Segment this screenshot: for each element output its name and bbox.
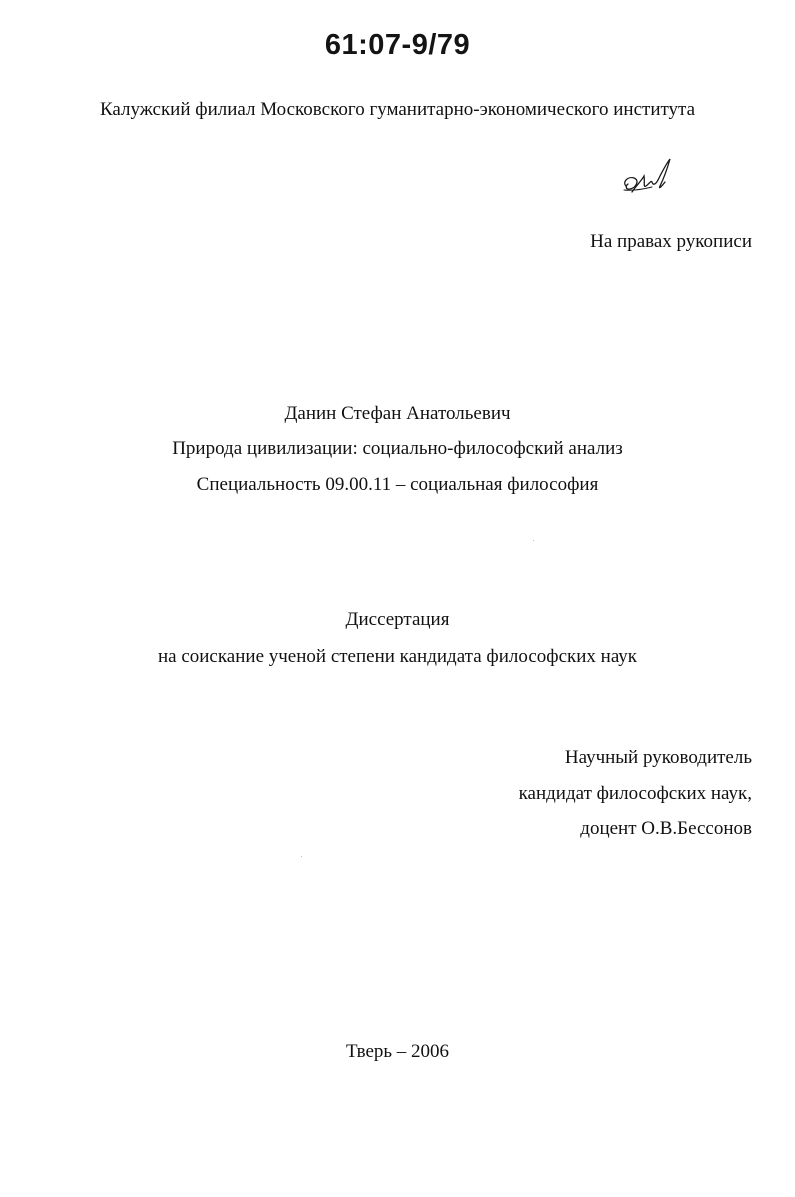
supervisor-name: доцент О.В.Бессонов: [580, 818, 752, 839]
manuscript-rights-note: На правах рукописи: [590, 231, 752, 252]
scan-speck: [301, 856, 302, 857]
handwritten-signature: [618, 156, 678, 204]
city-year: Тверь – 2006: [345, 1041, 450, 1062]
catalog-number: 61:07-9/79: [324, 29, 471, 61]
work-type: Диссертация: [345, 609, 450, 630]
supervisor-heading: Научный руководитель: [564, 747, 752, 768]
institution-name: Калужский филиал Московского гуманитарно-экономического института: [99, 99, 696, 120]
specialty: Специальность 09.00.11 – социальная философия: [196, 474, 599, 495]
supervisor-degree: кандидат философских наук,: [518, 783, 752, 804]
degree-sought: на соискание ученой степени кандидата философских наук: [157, 646, 638, 667]
dissertation-title: Природа цивилизации: социально-философский анализ: [172, 438, 623, 459]
author-name: Данин Стефан Анатольевич: [284, 403, 511, 424]
scan-speck: [533, 540, 534, 541]
